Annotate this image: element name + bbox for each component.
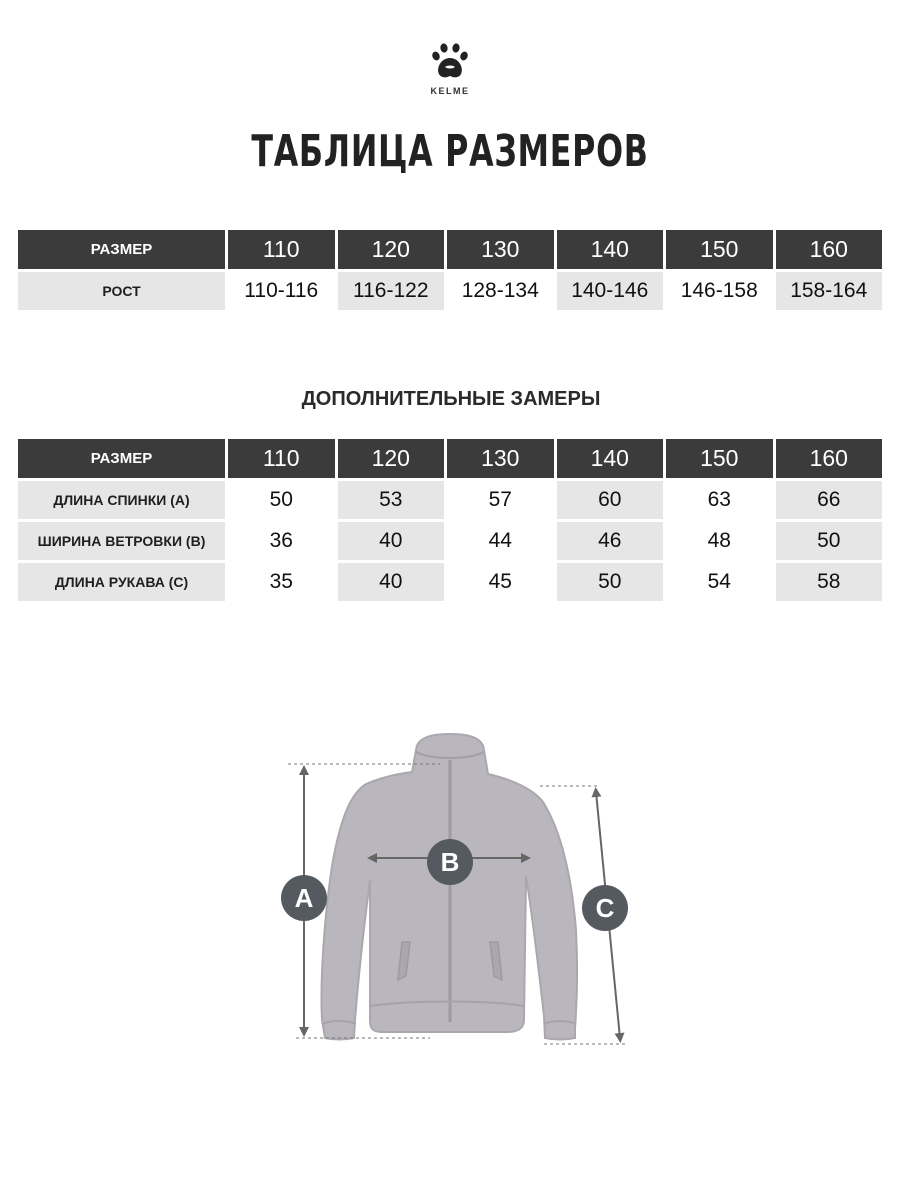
- marker-c-label: C: [595, 893, 615, 923]
- table-cell: 66: [776, 481, 883, 519]
- paw-print-icon: [428, 40, 472, 82]
- table-cell: 57: [488, 488, 512, 511]
- size-header: 160: [776, 230, 883, 269]
- marker-a: [281, 875, 327, 921]
- size-header: 120: [338, 230, 445, 269]
- table-cell: 45: [488, 570, 512, 593]
- marker-a-label: A: [294, 883, 314, 913]
- size-header: 110: [228, 439, 335, 478]
- table-cell: 140-146: [557, 272, 664, 310]
- header-label: РАЗМЕР: [18, 439, 225, 478]
- marker-b: [427, 839, 473, 885]
- size-header: 160: [776, 439, 883, 478]
- table-cell: 54: [707, 570, 731, 593]
- table-row: [18, 481, 882, 519]
- brand-name: KELME: [430, 86, 470, 96]
- marker-c: [582, 885, 628, 931]
- size-header: 150: [666, 439, 773, 478]
- table-cell: 60: [557, 481, 664, 519]
- table-cell: 158-164: [776, 272, 883, 310]
- size-header: 110: [228, 230, 335, 269]
- jacket-diagram: [270, 720, 640, 1060]
- table-cell: 50: [557, 563, 664, 601]
- brand-logo: [0, 40, 900, 96]
- page-title: ТАБЛИЦА РАЗМЕРОВ: [251, 126, 649, 177]
- size-header: 140: [557, 439, 664, 478]
- table-cell: 146-158: [680, 279, 758, 302]
- table-header-row: [18, 439, 882, 478]
- table-cell: 58: [776, 563, 883, 601]
- size-table: [15, 227, 885, 313]
- measurements-table: [15, 436, 885, 604]
- table-cell: 110-116: [244, 279, 319, 302]
- size-header: 120: [338, 439, 445, 478]
- row-label: РОСТ: [18, 272, 225, 310]
- table-row: [18, 272, 882, 310]
- header-label: РАЗМЕР: [18, 230, 225, 269]
- size-header: 130: [447, 439, 554, 478]
- jacket-illustration: [321, 734, 577, 1040]
- table-header-row: [18, 230, 882, 269]
- table-cell: 46: [557, 522, 664, 560]
- table-row: [18, 563, 882, 601]
- size-header: 130: [447, 230, 554, 269]
- row-label: ШИРИНА ВЕТРОВКИ (B): [18, 522, 225, 560]
- table-cell: 35: [269, 570, 293, 593]
- table-cell: 44: [488, 529, 512, 552]
- row-label: ДЛИНА СПИНКИ (A): [18, 481, 225, 519]
- size-header: 150: [666, 230, 773, 269]
- extra-measurements-title: ДОПОЛНИТЕЛЬНЫЕ ЗАМЕРЫ: [301, 388, 601, 410]
- row-label: ДЛИНА РУКАВА (C): [18, 563, 225, 601]
- table-cell: 40: [338, 563, 445, 601]
- table-cell: 50: [776, 522, 883, 560]
- size-header: 140: [557, 230, 664, 269]
- table-cell: 53: [338, 481, 445, 519]
- table-cell: 50: [269, 488, 293, 511]
- table-row: [18, 522, 882, 560]
- table-cell: 116-122: [338, 272, 445, 310]
- table-cell: 48: [707, 529, 731, 552]
- marker-b-label: B: [440, 847, 460, 877]
- table-cell: 36: [269, 529, 293, 552]
- table-cell: 128-134: [461, 279, 539, 302]
- table-cell: 63: [707, 488, 731, 511]
- table-cell: 40: [338, 522, 445, 560]
